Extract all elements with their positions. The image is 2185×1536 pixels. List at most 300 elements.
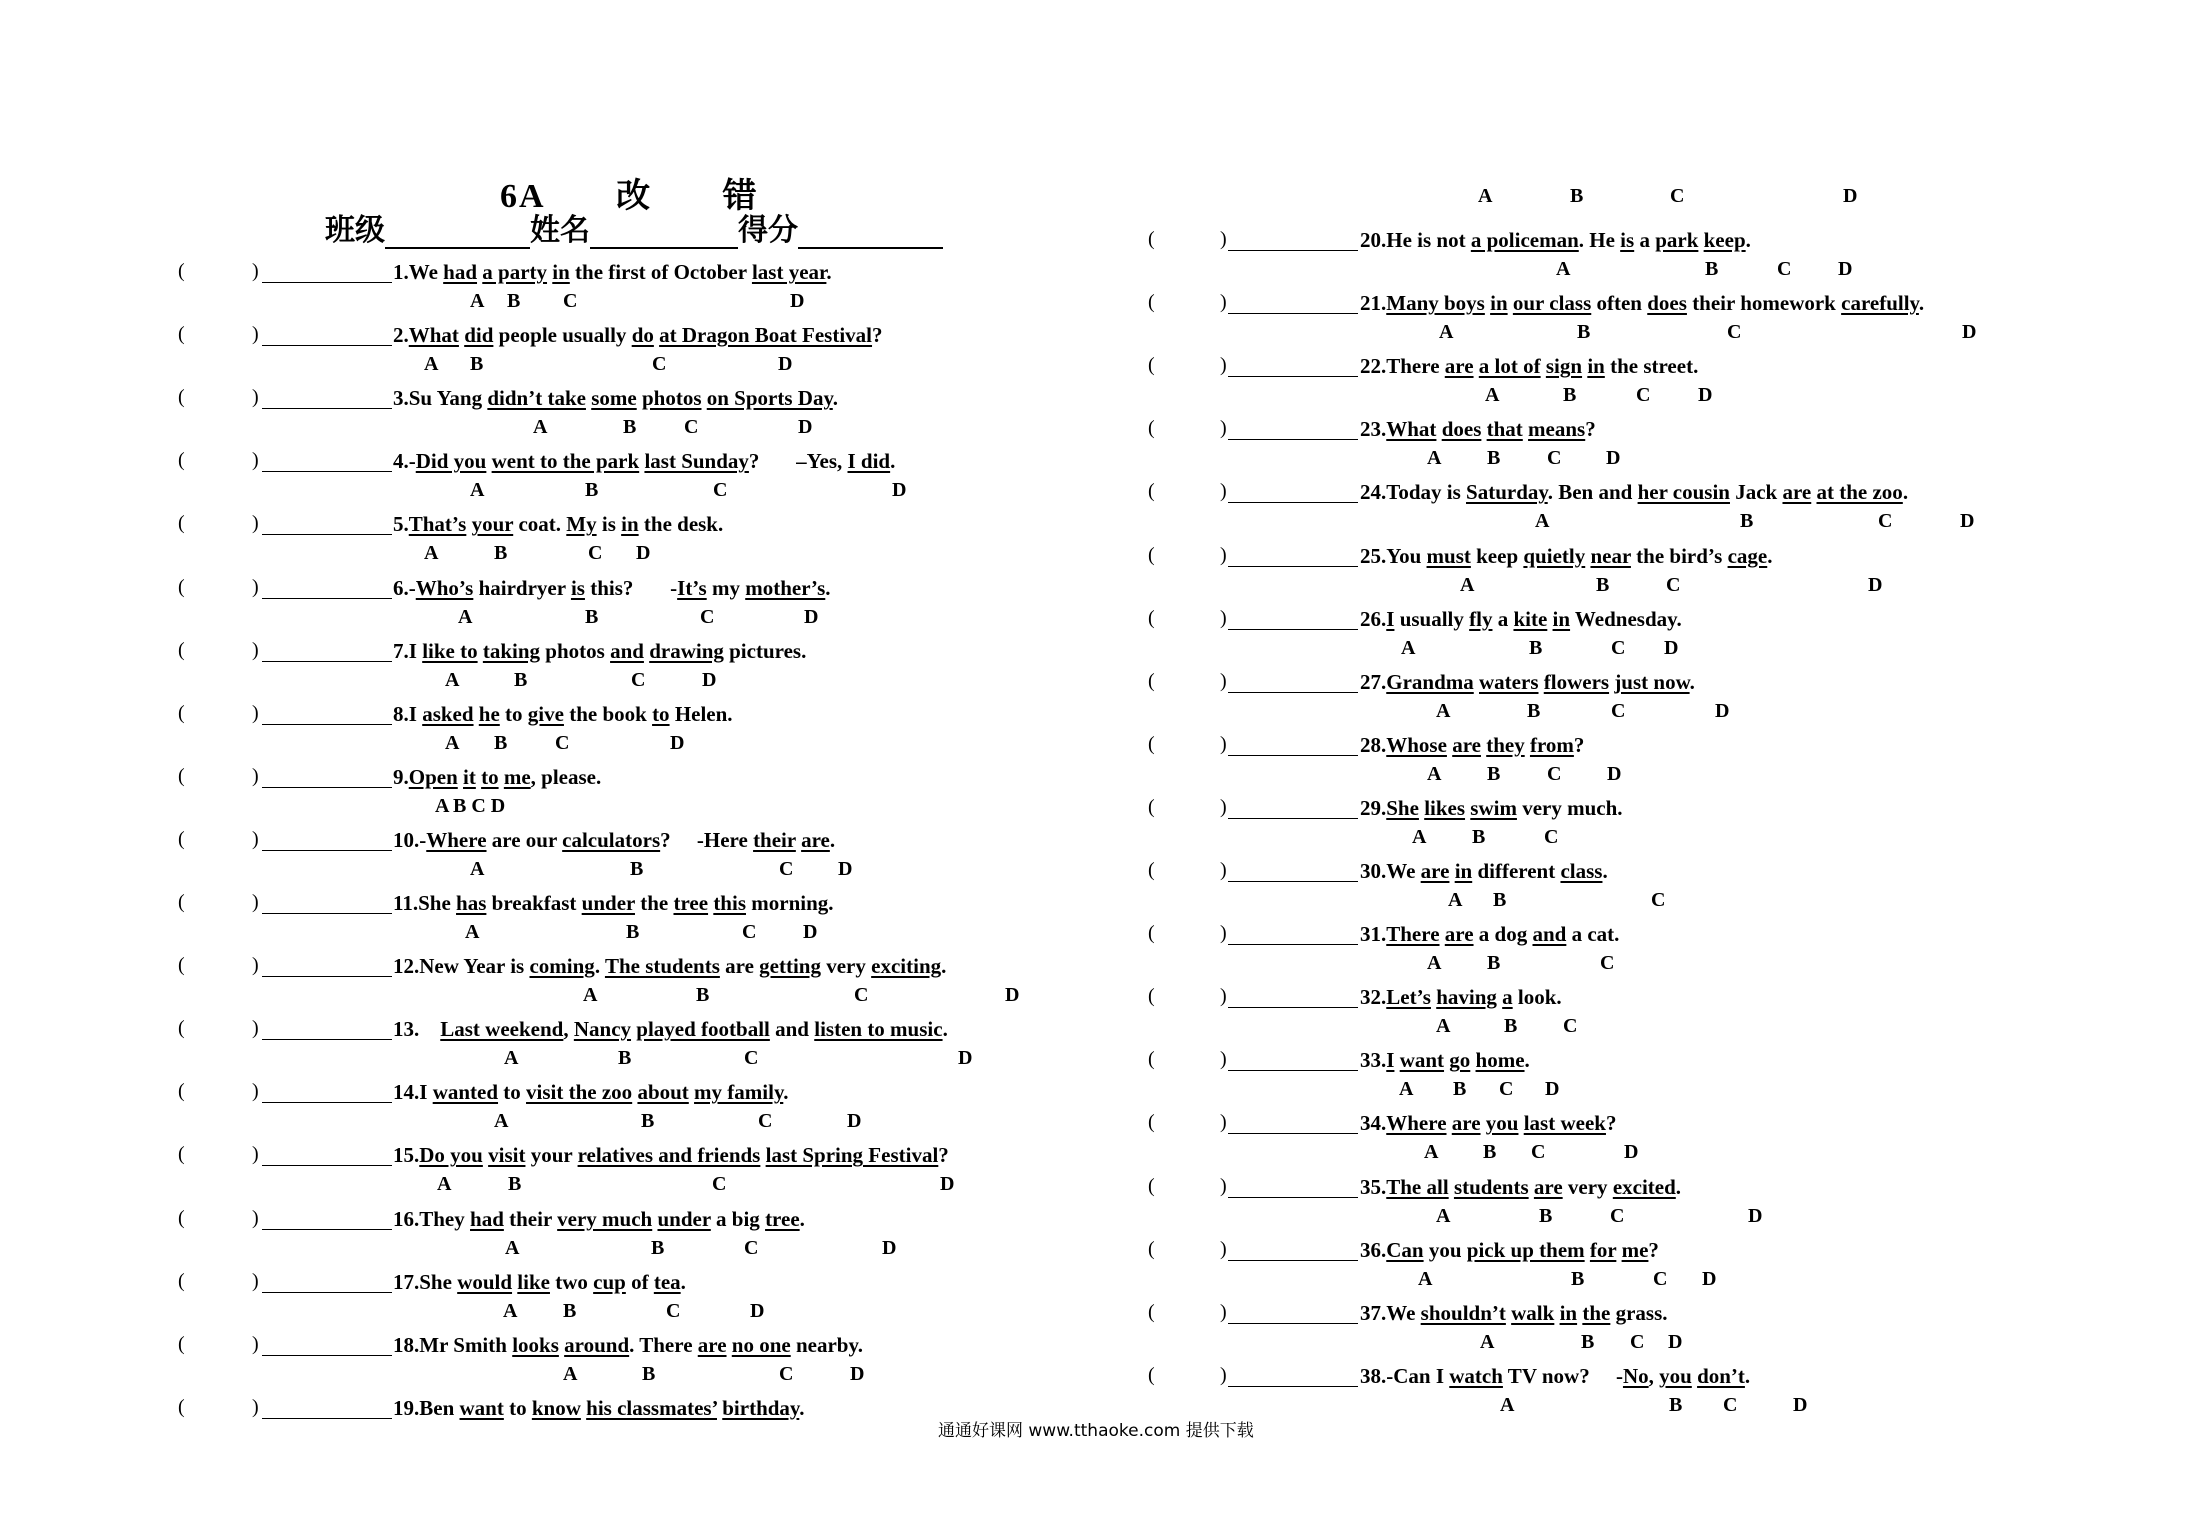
correction-blank[interactable]	[1228, 1301, 1358, 1324]
underlined-option: keep	[1703, 228, 1746, 252]
option-letter: D	[803, 921, 818, 943]
correction-blank[interactable]	[1228, 354, 1358, 377]
option-letter: B	[585, 605, 599, 628]
question-number: 25.	[1360, 543, 1387, 568]
answer-paren-close: )	[1220, 417, 1227, 440]
question-text	[1360, 417, 1596, 442]
answer-choice-box[interactable]	[186, 1396, 250, 1418]
question-number: 28.	[1360, 732, 1387, 757]
sentence-text: photos	[540, 638, 611, 663]
sentence-text: She	[418, 891, 457, 915]
underlined-option: means	[1528, 417, 1586, 442]
option-letter: B	[1493, 889, 1507, 911]
underlined-option: to	[652, 701, 670, 726]
sentence-text: ?	[1585, 417, 1596, 442]
option-letter: D	[882, 1236, 897, 1259]
question-number: 32.	[1360, 985, 1387, 1010]
class-field[interactable]	[385, 221, 530, 249]
answer-choice-box[interactable]	[186, 1270, 250, 1292]
underlined-option: the	[1582, 1300, 1611, 1325]
underlined-option: are	[1782, 480, 1812, 505]
answer-paren-close: )	[252, 323, 259, 346]
option-letter: B	[1571, 1267, 1585, 1290]
correction-blank[interactable]	[1228, 1238, 1358, 1261]
answer-choice-box[interactable]	[1156, 1301, 1218, 1323]
answer-choice-box[interactable]	[1156, 670, 1218, 692]
correction-blank[interactable]	[262, 702, 392, 725]
answer-choice-box[interactable]	[186, 449, 250, 471]
answer-paren-open: (	[178, 1206, 185, 1229]
option-letter: D	[1668, 1330, 1683, 1353]
option-letter: C	[1611, 636, 1626, 659]
question-text	[1360, 354, 1698, 379]
sentence-text: usually	[1394, 606, 1470, 631]
answer-choice-box[interactable]	[186, 1017, 250, 1039]
underlined-option: must	[1426, 543, 1471, 568]
option-letter: C	[744, 1047, 759, 1070]
option-letter: D	[790, 290, 805, 312]
answer-paren-close: )	[1220, 543, 1227, 566]
correction-blank[interactable]	[262, 765, 392, 788]
underlined-option: no one	[731, 1332, 791, 1357]
answer-paren-open: (	[178, 701, 185, 724]
sentence-text: Su Yang	[408, 386, 488, 411]
correction-blank[interactable]	[1228, 1111, 1358, 1134]
underlined-option: I did	[847, 449, 891, 474]
option-letter: A	[470, 290, 485, 312]
underlined-option: listen to music	[814, 1017, 943, 1042]
option-letter: B	[1504, 1015, 1518, 1038]
underlined-option: There	[1386, 922, 1440, 947]
underlined-option: Grandma	[1386, 669, 1474, 694]
underlined-option: had	[470, 1206, 504, 1231]
answer-paren-close: )	[252, 1017, 259, 1040]
option-letter: D	[1868, 573, 1883, 596]
correction-blank[interactable]	[262, 1333, 392, 1356]
option-letter: A	[494, 1110, 509, 1133]
option-letter: B	[630, 857, 644, 880]
option-letter: A	[1485, 384, 1500, 407]
sentence-text: .	[783, 1080, 789, 1105]
answer-paren-open: (	[1148, 543, 1155, 566]
sentence-text: .	[680, 1269, 686, 1294]
correction-blank[interactable]	[1228, 480, 1358, 503]
sentence-text: Mr Smith	[419, 1332, 513, 1357]
answer-choice-box[interactable]	[1156, 796, 1218, 818]
correction-blank[interactable]	[1228, 1175, 1358, 1198]
answer-paren-close: )	[252, 260, 259, 282]
sentence-text: He is not	[1386, 228, 1471, 252]
option-letter: B	[651, 1236, 665, 1259]
underlined-option: waters	[1479, 669, 1539, 694]
score-field[interactable]	[798, 221, 943, 249]
option-letter: A	[1418, 1267, 1433, 1290]
underlined-option: their	[753, 827, 796, 852]
correction-blank[interactable]	[1228, 670, 1358, 693]
answer-choice-box[interactable]	[186, 260, 250, 282]
option-letter: B	[642, 1362, 656, 1385]
underlined-option: would	[457, 1269, 513, 1294]
answer-paren-open: (	[178, 1395, 185, 1418]
answer-choice-box[interactable]	[1156, 1048, 1218, 1070]
option-letter: C	[588, 542, 603, 565]
sentence-text: the desk.	[638, 512, 724, 537]
underlined-option: shouldn’t	[1420, 1300, 1506, 1325]
underlined-option: students	[1453, 1174, 1529, 1199]
underlined-option: at the zoo	[1816, 480, 1903, 505]
option-letter: A	[1448, 889, 1463, 911]
underlined-option: about	[637, 1080, 689, 1105]
option-letter: D	[702, 668, 717, 691]
option-letter: D	[1843, 185, 1858, 207]
answer-paren-close: )	[1220, 1111, 1227, 1134]
correction-blank[interactable]	[1228, 607, 1358, 630]
option-letter: B	[507, 290, 521, 312]
underlined-option: pick up them	[1466, 1237, 1585, 1262]
answer-paren-open: (	[178, 512, 185, 535]
question-number: 27.	[1360, 669, 1387, 694]
option-letter: D	[750, 1299, 765, 1322]
option-letter: D	[847, 1110, 862, 1133]
underlined-option: to	[481, 764, 499, 789]
option-letter: A	[1500, 1393, 1515, 1416]
option-letter: A	[1427, 762, 1442, 785]
answer-choice-box[interactable]	[1156, 1111, 1218, 1133]
underlined-option: want	[1399, 1048, 1445, 1073]
answer-choice-box[interactable]	[1156, 733, 1218, 755]
correction-blank[interactable]	[1228, 228, 1358, 251]
sentence-text: .	[1767, 543, 1773, 568]
underlined-option: The all	[1386, 1174, 1449, 1199]
answer-paren-open: (	[1148, 354, 1155, 377]
sentence-text: ?	[1573, 732, 1585, 757]
underlined-option: watch	[1449, 1363, 1503, 1388]
correction-blank[interactable]	[262, 954, 392, 977]
underlined-option: at Dragon Boat Festival	[659, 323, 873, 348]
answer-choice-box[interactable]	[1156, 354, 1218, 376]
underlined-option: they	[1486, 732, 1525, 757]
answer-choice-box[interactable]	[1156, 228, 1218, 250]
correction-blank[interactable]	[1228, 291, 1358, 314]
question-number: 26.	[1360, 606, 1387, 631]
sentence-text: ? –Yes,	[748, 449, 848, 474]
option-letter: C	[1651, 889, 1666, 911]
question-text	[393, 1017, 948, 1042]
option-letter: B	[1487, 447, 1501, 470]
sentence-text: ?	[938, 1143, 949, 1168]
correction-blank[interactable]	[262, 639, 392, 662]
question-number: 3.	[393, 386, 409, 411]
underlined-option: a lot of	[1478, 354, 1541, 379]
underlined-option: like to	[422, 638, 478, 663]
answer-paren-close: )	[1220, 228, 1227, 250]
underlined-option: Let’s	[1386, 985, 1431, 1010]
option-letter: C	[1610, 1204, 1625, 1227]
sentence-text: I	[408, 701, 423, 726]
correction-blank[interactable]	[262, 386, 392, 409]
answer-paren-close: )	[1220, 922, 1227, 945]
option-letter: A	[470, 857, 485, 880]
answer-paren-close: )	[252, 1395, 259, 1418]
correction-blank[interactable]	[262, 512, 392, 535]
question-number: 11.	[393, 891, 419, 915]
answer-choice-box[interactable]	[1156, 859, 1218, 881]
answer-choice-box[interactable]	[1156, 1238, 1218, 1260]
option-letter: B	[1539, 1204, 1553, 1227]
option-letter: A	[1556, 258, 1571, 280]
question-number: 17.	[393, 1269, 420, 1294]
question-text	[1360, 1364, 1750, 1389]
answer-choice-box[interactable]	[1156, 1175, 1218, 1197]
answer-choice-box[interactable]	[186, 891, 250, 913]
correction-blank[interactable]	[262, 1270, 392, 1293]
underlined-option: kite	[1513, 606, 1548, 631]
option-letter: B	[585, 479, 599, 502]
correction-blank[interactable]	[1228, 985, 1358, 1008]
option-letter: C	[1547, 762, 1562, 785]
answer-paren-open: (	[1148, 291, 1155, 314]
underlined-option: her cousin	[1637, 480, 1730, 505]
question-number: 6.	[393, 575, 409, 600]
sentence-text: different	[1472, 859, 1561, 883]
correction-blank[interactable]	[262, 1207, 392, 1230]
answer-choice-box[interactable]	[186, 1333, 250, 1355]
sentence-text: their homework	[1686, 291, 1842, 316]
answer-paren-close: )	[252, 764, 259, 787]
correction-blank[interactable]	[262, 449, 392, 472]
underlined-option: Last weekend	[440, 1017, 564, 1042]
correction-blank[interactable]	[262, 1396, 392, 1419]
option-letter: B	[1596, 573, 1610, 596]
question-text	[393, 260, 832, 285]
underlined-option: are	[1444, 354, 1474, 379]
option-letter: D	[1545, 1078, 1560, 1101]
question-number: 7.	[393, 638, 409, 663]
option-letter: B	[1581, 1330, 1595, 1353]
sentence-text: She	[419, 1269, 458, 1294]
answer-paren-close: )	[1220, 859, 1227, 881]
sentence-text: You	[1386, 543, 1427, 568]
underlined-option: want	[459, 1395, 504, 1420]
option-letter: A	[435, 794, 450, 817]
answer-paren-open: (	[178, 1080, 185, 1103]
underlined-option: The students	[604, 954, 720, 979]
sentence-text: Today is	[1386, 480, 1467, 505]
option-letter: B	[508, 1173, 522, 1196]
question-text	[393, 828, 835, 853]
answer-choice-box[interactable]	[186, 323, 250, 345]
correction-blank[interactable]	[262, 828, 392, 851]
answer-choice-box[interactable]	[1156, 922, 1218, 944]
answer-choice-box[interactable]	[1156, 480, 1218, 502]
option-letter: B	[470, 353, 484, 376]
option-letter: C	[555, 731, 570, 754]
question-text	[393, 765, 601, 790]
answer-choice-box[interactable]	[186, 1143, 250, 1165]
sentence-text: . He	[1578, 228, 1621, 252]
option-letter: C	[631, 668, 646, 691]
option-letter: B	[1577, 321, 1591, 344]
answer-choice-box[interactable]	[186, 1207, 250, 1229]
underlined-option: getting	[759, 954, 821, 979]
sentence-text: grass.	[1610, 1300, 1668, 1325]
correction-blank[interactable]	[262, 891, 392, 914]
option-letter: A	[1436, 1015, 1451, 1038]
answer-paren-open: (	[1148, 606, 1155, 629]
sentence-text: Ben	[419, 1395, 460, 1420]
underlined-option: quietly	[1523, 543, 1586, 568]
option-letter: A	[563, 1362, 578, 1385]
underlined-option: last Spring Festival	[765, 1143, 939, 1168]
question-text	[393, 954, 946, 979]
answer-paren-close: )	[252, 1206, 259, 1229]
answer-choice-box[interactable]	[1156, 544, 1218, 566]
underlined-option: visit	[488, 1143, 526, 1168]
title-char-2: 错	[722, 178, 759, 215]
option-letter: D	[1748, 1204, 1763, 1227]
correction-blank[interactable]	[262, 260, 392, 283]
answer-paren-close: )	[252, 954, 259, 977]
underlined-option: Did you	[415, 449, 487, 474]
answer-paren-close: )	[1220, 480, 1227, 503]
question-number: 37.	[1360, 1300, 1387, 1325]
underlined-option: birthday	[722, 1395, 800, 1420]
option-letter: A	[470, 479, 485, 502]
sentence-text: We	[1386, 1300, 1421, 1325]
sentence-text: -Can I	[1386, 1363, 1450, 1388]
question-text	[393, 639, 806, 664]
answer-paren-close: )	[252, 1080, 259, 1103]
underlined-option: are	[1444, 922, 1474, 947]
question-number: 29.	[1360, 795, 1387, 820]
correction-blank[interactable]	[1228, 1364, 1358, 1387]
answer-paren-open: (	[178, 1017, 185, 1040]
option-letter: A	[1424, 1141, 1439, 1164]
answer-choice-box[interactable]	[186, 639, 250, 661]
sentence-text: a dog	[1473, 922, 1533, 947]
question-text	[1360, 1111, 1616, 1136]
underlined-option: your	[471, 512, 514, 537]
option-letter: B	[1487, 952, 1501, 975]
answer-paren-close: )	[252, 701, 259, 724]
answer-choice-box[interactable]	[186, 512, 250, 534]
underlined-option: home	[1475, 1048, 1525, 1073]
answer-choice-box[interactable]	[1156, 607, 1218, 629]
underlined-option: you	[1485, 1111, 1519, 1136]
correction-blank[interactable]	[1228, 417, 1358, 440]
option-letter: A	[1478, 185, 1493, 207]
sentence-text: .	[1902, 480, 1909, 505]
correction-blank[interactable]	[1228, 796, 1358, 819]
sentence-text: .	[799, 1395, 805, 1420]
answer-choice-box[interactable]	[186, 765, 250, 787]
answer-choice-box[interactable]	[186, 576, 250, 598]
option-letter: B	[1570, 185, 1584, 207]
answer-paren-open: (	[1148, 1300, 1155, 1323]
correction-blank[interactable]	[1228, 922, 1358, 945]
option-letter: A	[445, 668, 460, 691]
underlined-option: fly	[1469, 606, 1493, 631]
underlined-option: asked	[422, 701, 474, 726]
correction-blank[interactable]	[1228, 544, 1358, 567]
correction-blank[interactable]	[1228, 733, 1358, 756]
answer-paren-close: )	[1220, 606, 1227, 629]
answer-choice-box[interactable]	[186, 954, 250, 976]
sentence-text: I	[408, 638, 423, 663]
answer-choice-box[interactable]	[186, 1080, 250, 1102]
answer-paren-close: )	[1220, 1174, 1227, 1197]
correction-blank[interactable]	[262, 1143, 392, 1166]
answer-paren-close: )	[252, 1332, 259, 1355]
correction-blank[interactable]	[262, 576, 392, 599]
correction-blank[interactable]	[1228, 859, 1358, 882]
answer-choice-box[interactable]	[186, 828, 250, 850]
option-letter: C	[1653, 1267, 1668, 1290]
underlined-option: I	[1386, 1048, 1395, 1073]
option-letter: D	[1698, 384, 1713, 407]
sentence-text: , please.	[530, 764, 602, 789]
answer-paren-open: (	[1148, 1048, 1155, 1071]
answer-choice-box[interactable]	[186, 702, 250, 724]
underlined-option: his classmates’	[586, 1395, 717, 1420]
answer-choice-box[interactable]	[1156, 985, 1218, 1007]
option-letter: A	[1401, 636, 1416, 659]
option-letter: A	[504, 1047, 519, 1070]
answer-choice-box[interactable]	[1156, 1364, 1218, 1386]
option-letter: B	[1453, 1078, 1467, 1101]
sentence-text: ? -Here	[660, 827, 754, 852]
question-number: 21.	[1360, 291, 1387, 316]
correction-blank[interactable]	[262, 1017, 392, 1040]
question-number: 13.	[393, 1017, 420, 1042]
answer-choice-box[interactable]	[1156, 417, 1218, 439]
sentence-text: New Year is	[419, 954, 530, 979]
underlined-option: don’t	[1697, 1363, 1745, 1388]
option-letter: A	[1427, 952, 1442, 975]
underlined-option: me	[1621, 1237, 1649, 1262]
option-letter: D	[1715, 699, 1730, 722]
name-field[interactable]	[590, 221, 738, 249]
sentence-text: to	[503, 1395, 532, 1420]
underlined-option: My	[566, 512, 597, 537]
question-number: 15.	[393, 1143, 420, 1168]
option-letter: B	[626, 921, 640, 943]
underlined-option: last Sunday	[644, 449, 749, 474]
underlined-option: he	[478, 701, 500, 726]
answer-paren-open: (	[178, 323, 185, 346]
underlined-option: last week	[1523, 1111, 1606, 1136]
option-letter: A	[505, 1236, 520, 1259]
sentence-text: very much.	[1516, 795, 1623, 820]
correction-blank[interactable]	[262, 323, 392, 346]
answer-paren-open: (	[178, 1332, 185, 1355]
underlined-option: under	[581, 891, 635, 915]
underlined-option: do	[631, 323, 654, 348]
question-number: 34.	[1360, 1111, 1387, 1136]
sentence-text: -	[419, 827, 427, 852]
question-text	[393, 1207, 805, 1232]
correction-blank[interactable]	[1228, 1048, 1358, 1071]
option-letter: C	[1727, 321, 1742, 344]
correction-blank[interactable]	[262, 1080, 392, 1103]
underlined-option: having	[1436, 985, 1497, 1010]
answer-choice-box[interactable]	[1156, 291, 1218, 313]
question-number: 14.	[393, 1080, 420, 1105]
answer-choice-box[interactable]	[186, 386, 250, 408]
sentence-text: ?	[1648, 1237, 1659, 1262]
question-text	[1360, 985, 1562, 1010]
answer-paren-open: (	[178, 1269, 185, 1292]
